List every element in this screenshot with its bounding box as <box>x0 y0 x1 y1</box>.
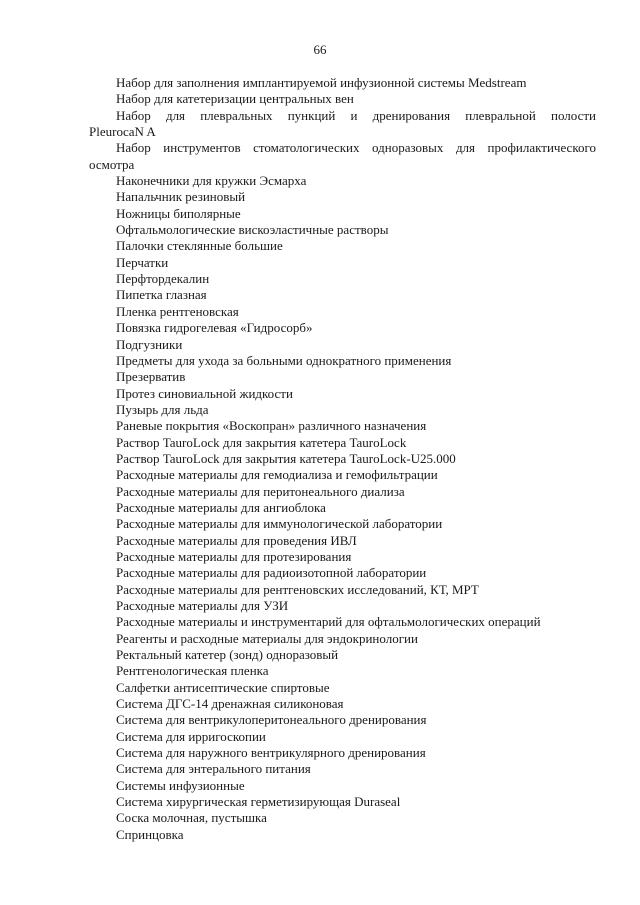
list-item: Напальчник резиновый <box>116 189 246 205</box>
list-item-line: Набор для плевральных пункций и дренирования плевральной полости <box>116 107 596 123</box>
list-item: Протез синовиальной жидкости <box>116 385 293 401</box>
list-item <box>89 108 596 141</box>
list-item: Ножницы биполярные <box>116 205 241 221</box>
list-item: Расходные материалы для УЗИ <box>116 598 289 613</box>
list-item: Офтальмологические вискоэластичные растворы <box>116 222 389 238</box>
list-item: Раневые покрытия «Воскопран» различного назначения <box>116 418 427 434</box>
list-item: Система для вентрикулоперитонеального дренирования <box>116 712 427 728</box>
list-item: Соска молочная, пустышка <box>116 810 267 826</box>
list-item: Наконечники для кружки Эсмарха <box>116 173 307 189</box>
list-item: Спринцовка <box>116 826 184 842</box>
list-item: Подгузники <box>116 336 183 352</box>
list-item: Раствор TauroLock для закрытия катетера TauroLock-U25.000 <box>116 450 456 466</box>
list-item: Расходные материалы и инструментарий для офтальмологических операций <box>116 614 541 630</box>
list-item: Пузырь для льда <box>116 401 209 417</box>
list-item: Набор для катетеризации центральных вен <box>116 91 354 107</box>
list-item-continuation: осмотра <box>89 156 135 172</box>
list-item: Пипетка глазная <box>116 287 207 303</box>
list-item: Система для наружного вентрикулярного дренирования <box>116 745 426 761</box>
page-number: 66 <box>313 42 327 57</box>
list-item: Набор для заполнения имплантируемой инфузионной системы Medstream <box>116 75 527 90</box>
list-item: Перфтордекалин <box>116 271 210 287</box>
list-item: Реагенты и расходные материалы для эндокринологии <box>116 630 418 646</box>
list-item: Повязка гидрогелевая «Гидросорб» <box>116 320 313 336</box>
list-item: Система хирургическая герметизирующая Duraseal <box>116 794 401 810</box>
list-item: Предметы для ухода за больными однократного применения <box>116 352 452 368</box>
list-item: Системы инфузионные <box>116 777 245 793</box>
list-item: Расходные материалы для перитонеального диализа <box>116 483 405 499</box>
list-item: Рентгенологическая пленка <box>116 663 269 679</box>
list-item: Расходные материалы для рентгеновских исследований, КТ, МРТ <box>116 581 479 597</box>
list-item: Расходные материалы для проведения ИВЛ <box>116 532 357 548</box>
list-item: Расходные материалы для протезирования <box>116 548 352 564</box>
list-item: Палочки стеклянные большие <box>116 238 283 254</box>
supply-list <box>89 75 596 843</box>
list-item: Раствор TauroLock для закрытия катетера TauroLock <box>116 434 407 450</box>
list-item: Расходные материалы для ангиоблока <box>116 499 326 515</box>
list-item-line: Набор инструментов стоматологических одноразовых для профилактического <box>116 140 596 156</box>
list-item: Перчатки <box>116 254 169 270</box>
list-item: Система для ирригоскопии <box>116 728 266 744</box>
list-item: Пленка рентгеновская <box>116 303 239 319</box>
list-item: Система ДГС-14 дренажная силиконовая <box>116 696 344 712</box>
list-item: Презерватив <box>116 369 186 385</box>
list-item <box>89 140 596 173</box>
list-item: Салфетки антисептические спиртовые <box>116 679 330 695</box>
list-item: Расходные материалы для радиоизотопной лаборатории <box>116 565 427 581</box>
list-item: Ректальный катетер (зонд) одноразовый <box>116 647 339 663</box>
list-item-continuation: PleurocaN A <box>89 124 156 140</box>
list-item: Расходные материалы для гемодиализа и гемофильтрации <box>116 467 438 483</box>
list-item: Расходные материалы для иммунологической лаборатории <box>116 516 443 532</box>
list-item: Система для энтерального питания <box>116 761 311 777</box>
